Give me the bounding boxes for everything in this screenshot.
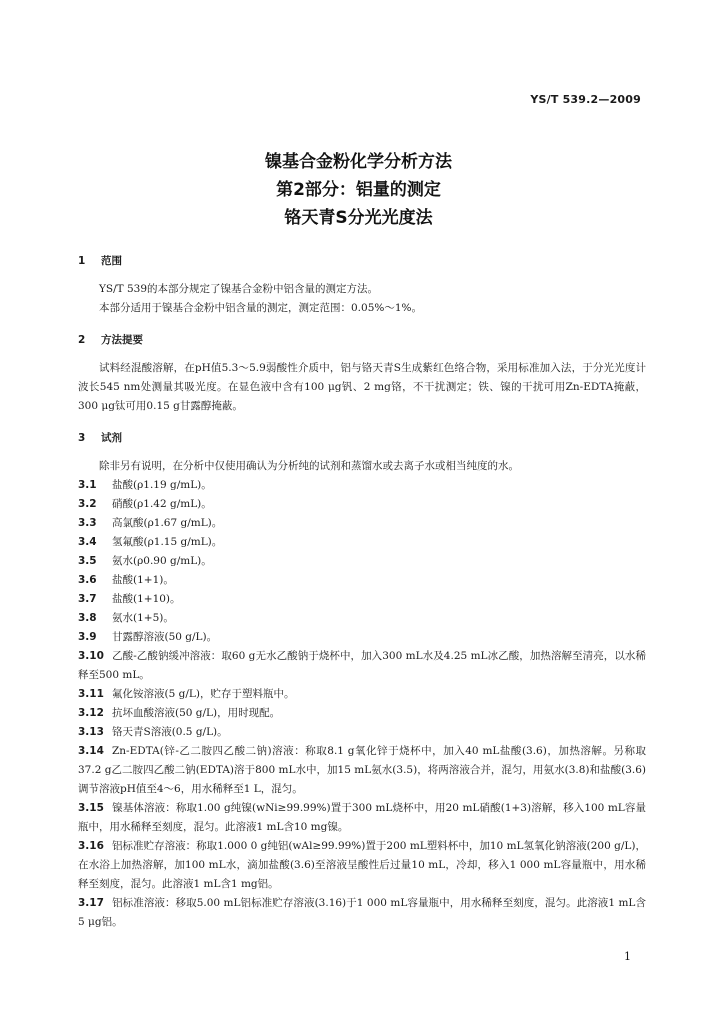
item-text: 铝标准溶液：移取5.00 mL铝标准贮存溶液(3.16)于1 000 mL容量瓶中，用水稀释至刻度，混匀。此溶液1 mL含5 μg铝。: [78, 897, 646, 928]
item-number: 3.1: [78, 479, 97, 491]
item-text: 氨水(ρ0.90 g/mL)。: [112, 555, 212, 567]
item-text: 铝标准贮存溶液：称取1.000 0 g纯铝(wAl≥99.99%)置于200 mL塑料杯中，加10 mL氢氧化钠溶液(200 g/L)，在水浴上加热溶解，加100 mL水，滴加盐酸(3.6)至溶液呈酸性后过量10 mL，冷却，移入1 000 mL容量瓶中，用水稀释至刻度，混匀。此溶液1 mL含1 mg铝。: [78, 840, 646, 890]
list-item: [78, 495, 646, 514]
list-item: [78, 799, 646, 837]
paragraph: YS/T 539的本部分规定了镍基合金粉中铝含量的测定方法。: [99, 283, 379, 295]
item-text: 乙酸-乙酸钠缓冲溶液：取60 g无水乙酸钠于烧杯中，加入300 mL水及4.25 mL冰乙酸，加热溶解至清亮，以水稀释至500 mL。: [78, 650, 646, 681]
item-number: 3.5: [78, 555, 97, 567]
section-title: 方法提要: [101, 334, 143, 346]
page-number: 1: [624, 950, 631, 963]
item-number: 3.4: [78, 536, 97, 548]
item-text: 氢氟酸(ρ1.15 g/mL)。: [112, 536, 223, 548]
item-number: 3.3: [78, 517, 97, 529]
item-text: 硝酸(ρ1.42 g/mL)。: [112, 498, 212, 510]
item-text: 铬天青S溶液(0.5 g/L)。: [112, 726, 228, 738]
list-item: [78, 647, 646, 685]
item-number: 3.2: [78, 498, 97, 510]
title-line-part: 第2部分：铝量的测定: [276, 180, 441, 200]
item-text: 甘露醇溶液(50 g/L)。: [112, 631, 218, 643]
list-item: [78, 685, 646, 704]
item-text: 氨水(1+5)。: [112, 612, 174, 624]
item-number: 3.11: [78, 688, 104, 700]
list-item: [78, 628, 646, 647]
list-item: [78, 894, 646, 932]
list-item: [78, 742, 646, 799]
section-title: 范围: [101, 255, 122, 267]
item-text: 氟化铵溶液(5 g/L)，贮存于塑料瓶中。: [112, 688, 295, 700]
item-number: 3.14: [78, 745, 104, 757]
list-item: [78, 723, 646, 742]
list-item: [78, 590, 646, 609]
paragraph: 试料经混酸溶解，在pH值5.3～5.9弱酸性介质中，铝与铬天青S生成紫红色络合物，采用标准加入法，于分光光度计波长545 nm处测量其吸光度。在显色液中含有100 μg钒、2 mg铬，不干扰测定；铁、镍的干扰可用Zn-EDTA掩蔽，300 μg钛可用0.15 g甘露醇掩蔽。: [78, 362, 646, 412]
item-text: 镍基体溶液：称取1.00 g纯镍(wNi≥99.99%)置于300 mL烧杯中，用20 mL硝酸(1+3)溶解，移入100 mL容量瓶中，用水稀释至刻度，混匀。此溶液1 mL含10 mg镍。: [78, 802, 646, 833]
list-item: [78, 476, 646, 495]
list-item: [78, 552, 646, 571]
item-text: Zn-EDTA(锌-乙二胺四乙酸二钠)溶液：称取8.1 g氧化锌于烧杯中，加入40 mL盐酸(3.6)，加热溶解。另称取37.2 g乙二胺四乙酸二钠(EDTA)溶于800 mL水中，加15 mL氨水(3.5)，将两溶液合并，混匀，用氨水(3.8)和盐酸(3.6)调节溶液pH值至4～6，用水稀释至1 L，混匀。: [78, 745, 646, 795]
section-heading-method: [78, 331, 646, 350]
section-heading-reagents: [78, 429, 646, 448]
list-item: [78, 571, 646, 590]
standard-number: YS/T 539.2—2009: [530, 93, 641, 106]
item-text: 盐酸(1+10)。: [112, 593, 181, 605]
item-number: 3.8: [78, 612, 97, 624]
section-heading-scope: [78, 252, 646, 271]
section-number: 1: [78, 255, 86, 267]
item-text: 盐酸(1+1)。: [112, 574, 174, 586]
section-title: 试剂: [101, 432, 122, 444]
item-number: 3.9: [78, 631, 97, 643]
item-number: 3.13: [78, 726, 104, 738]
item-number: 3.12: [78, 707, 104, 719]
document-title-block: [0, 148, 717, 232]
paragraph: 本部分适用于镍基合金粉中铝含量的测定，测定范围：0.05%～1%。: [99, 302, 423, 314]
section-number: 2: [78, 334, 86, 346]
title-line-main: 镍基合金粉化学分析方法: [265, 152, 452, 172]
item-number: 3.7: [78, 593, 97, 605]
title-line-method: 铬天青S分光光度法: [284, 208, 433, 228]
paragraph: 除非另有说明，在分析中仅使用确认为分析纯的试剂和蒸馏水或去离子水或相当纯度的水。: [99, 460, 519, 472]
item-text: 高氯酸(ρ1.67 g/mL)。: [112, 517, 223, 529]
list-item: [78, 837, 646, 894]
item-text: 抗坏血酸溶液(50 g/L)，用时现配。: [112, 707, 281, 719]
item-number: 3.16: [78, 840, 104, 852]
document-body: [78, 252, 646, 932]
list-item: [78, 514, 646, 533]
item-text: 盐酸(ρ1.19 g/mL)。: [112, 479, 212, 491]
section-number: 3: [78, 432, 86, 444]
item-number: 3.15: [78, 802, 104, 814]
item-number: 3.10: [78, 650, 104, 662]
list-item: [78, 609, 646, 628]
list-item: [78, 704, 646, 723]
list-item: [78, 533, 646, 552]
item-number: 3.17: [78, 897, 104, 909]
item-number: 3.6: [78, 574, 97, 586]
